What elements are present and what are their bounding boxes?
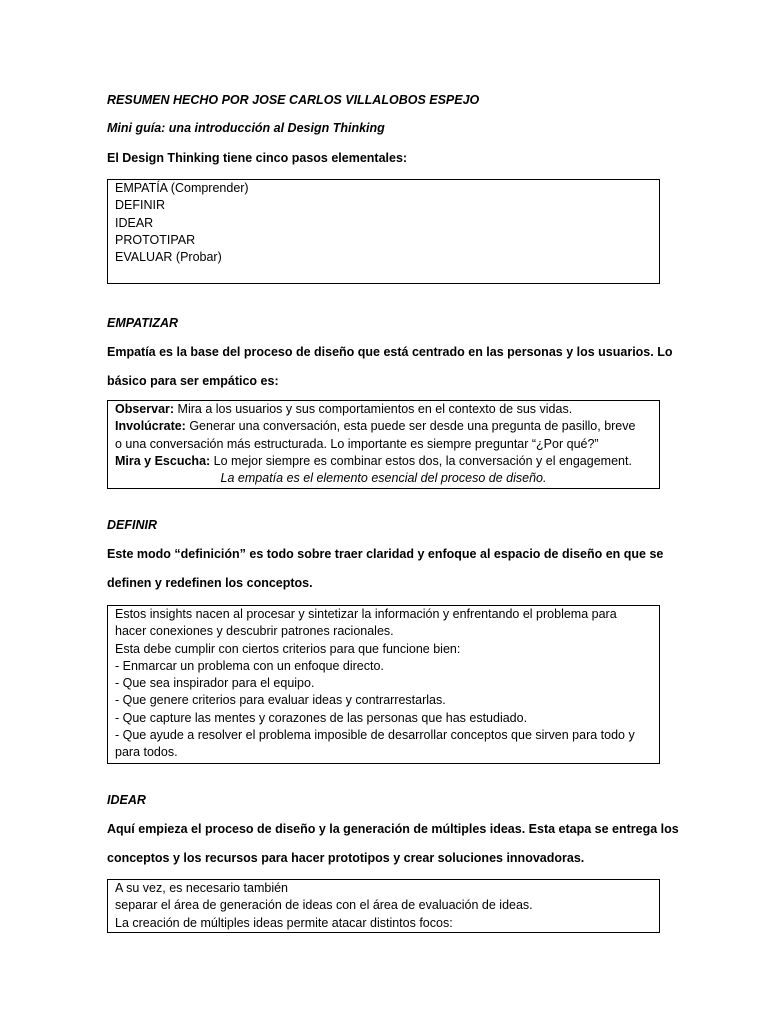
idear-box-line: La creación de múltiples ideas permite atacar distintos focos: [115, 915, 453, 930]
observar-label: Observar: [115, 402, 175, 416]
observar-row [115, 401, 652, 418]
step-item: EVALUAR (Probar) [115, 250, 222, 265]
involucrate-continuation: o una conversación más estructurada. Lo importante es siempre preguntar “¿Por qué?” [115, 436, 599, 451]
idear-paragraph-line: conceptos y los recursos para hacer prototipos y crear soluciones innovadoras. [107, 851, 585, 865]
definir-box [107, 605, 660, 764]
empatia-closing-statement: La empatía es el elemento esencial del proceso de diseño. [220, 471, 547, 486]
intro-text: El Design Thinking tiene cinco pasos elementales: [107, 151, 408, 165]
idear-box-line: separar el área de generación de ideas con el área de evaluación de ideas. [115, 898, 533, 913]
step-item: EMPATÍA (Comprender) [115, 181, 249, 195]
definir-box-line: - Que genere criterios para evaluar ideas y contrarrestarlas. [115, 693, 446, 708]
observar-text: Mira a los usuarios y sus comportamientos en el contexto de sus vidas. [174, 402, 573, 416]
section-heading-empatizar: EMPATIZAR [107, 316, 179, 330]
definir-box-line: - Enmarcar un problema con un enfoque directo. [115, 658, 384, 673]
definir-box-line: - Que ayude a resolver el problema imposible de desarrollar conceptos que sirven para todo y [115, 728, 635, 743]
mira-text: Lo mejor siempre es combinar estos dos, la conversación y el engagement. [210, 453, 632, 468]
definir-box-line: para todos. [115, 745, 178, 760]
involucrate-row [115, 418, 652, 435]
idear-paragraph-line: Aquí empieza el proceso de diseño y la generación de múltiples ideas. Esta etapa se entrega los [107, 822, 679, 836]
definir-box-line: Estos insights nacen al procesar y sintetizar la información y enfrentando el problema para [115, 607, 617, 621]
involucrate-text: Generar una conversación, esta puede ser desde una pregunta de pasillo, breve [185, 419, 636, 434]
empatizar-paragraph-line: Empatía es la base del proceso de diseño que está centrado en las personas y los usuarios. Lo [107, 345, 673, 359]
idear-box-line: A su vez, es necesario también [115, 881, 289, 895]
idear-box [107, 879, 660, 933]
section-heading-idear: IDEAR [107, 793, 146, 807]
definir-box-line: - Que capture las mentes y corazones de las personas que has estudiado. [115, 710, 528, 725]
empatizar-paragraph-line: básico para ser empático es: [107, 374, 279, 388]
author-line: RESUMEN HECHO POR JOSE CARLOS VILLALOBOS ESPEJO [107, 93, 480, 107]
mira-row [115, 453, 652, 470]
definir-paragraph-line: Este modo “definición” es todo sobre traer claridad y enfoque al espacio de diseño en que se [107, 547, 664, 561]
document-subtitle: Mini guía: una introducción al Design Thinking [107, 121, 385, 135]
step-item: IDEAR [115, 215, 154, 230]
definir-box-line: - Que sea inspirador para el equipo. [115, 676, 315, 691]
mira-label: Mira y Escucha: [115, 453, 211, 468]
section-heading-definir: DEFINIR [107, 518, 157, 532]
empatizar-box [107, 400, 660, 489]
definir-box-line: Esta debe cumplir con ciertos criterios para que funcione bien: [115, 641, 461, 656]
steps-box [107, 179, 660, 284]
definir-box-line: hacer conexiones y descubrir patrones racionales. [115, 624, 394, 639]
definir-paragraph-line: definen y redefinen los conceptos. [107, 576, 313, 590]
step-item: PROTOTIPAR [115, 232, 196, 247]
step-item: DEFINIR [115, 198, 165, 213]
involucrate-label: Involúcrate: [115, 419, 186, 434]
